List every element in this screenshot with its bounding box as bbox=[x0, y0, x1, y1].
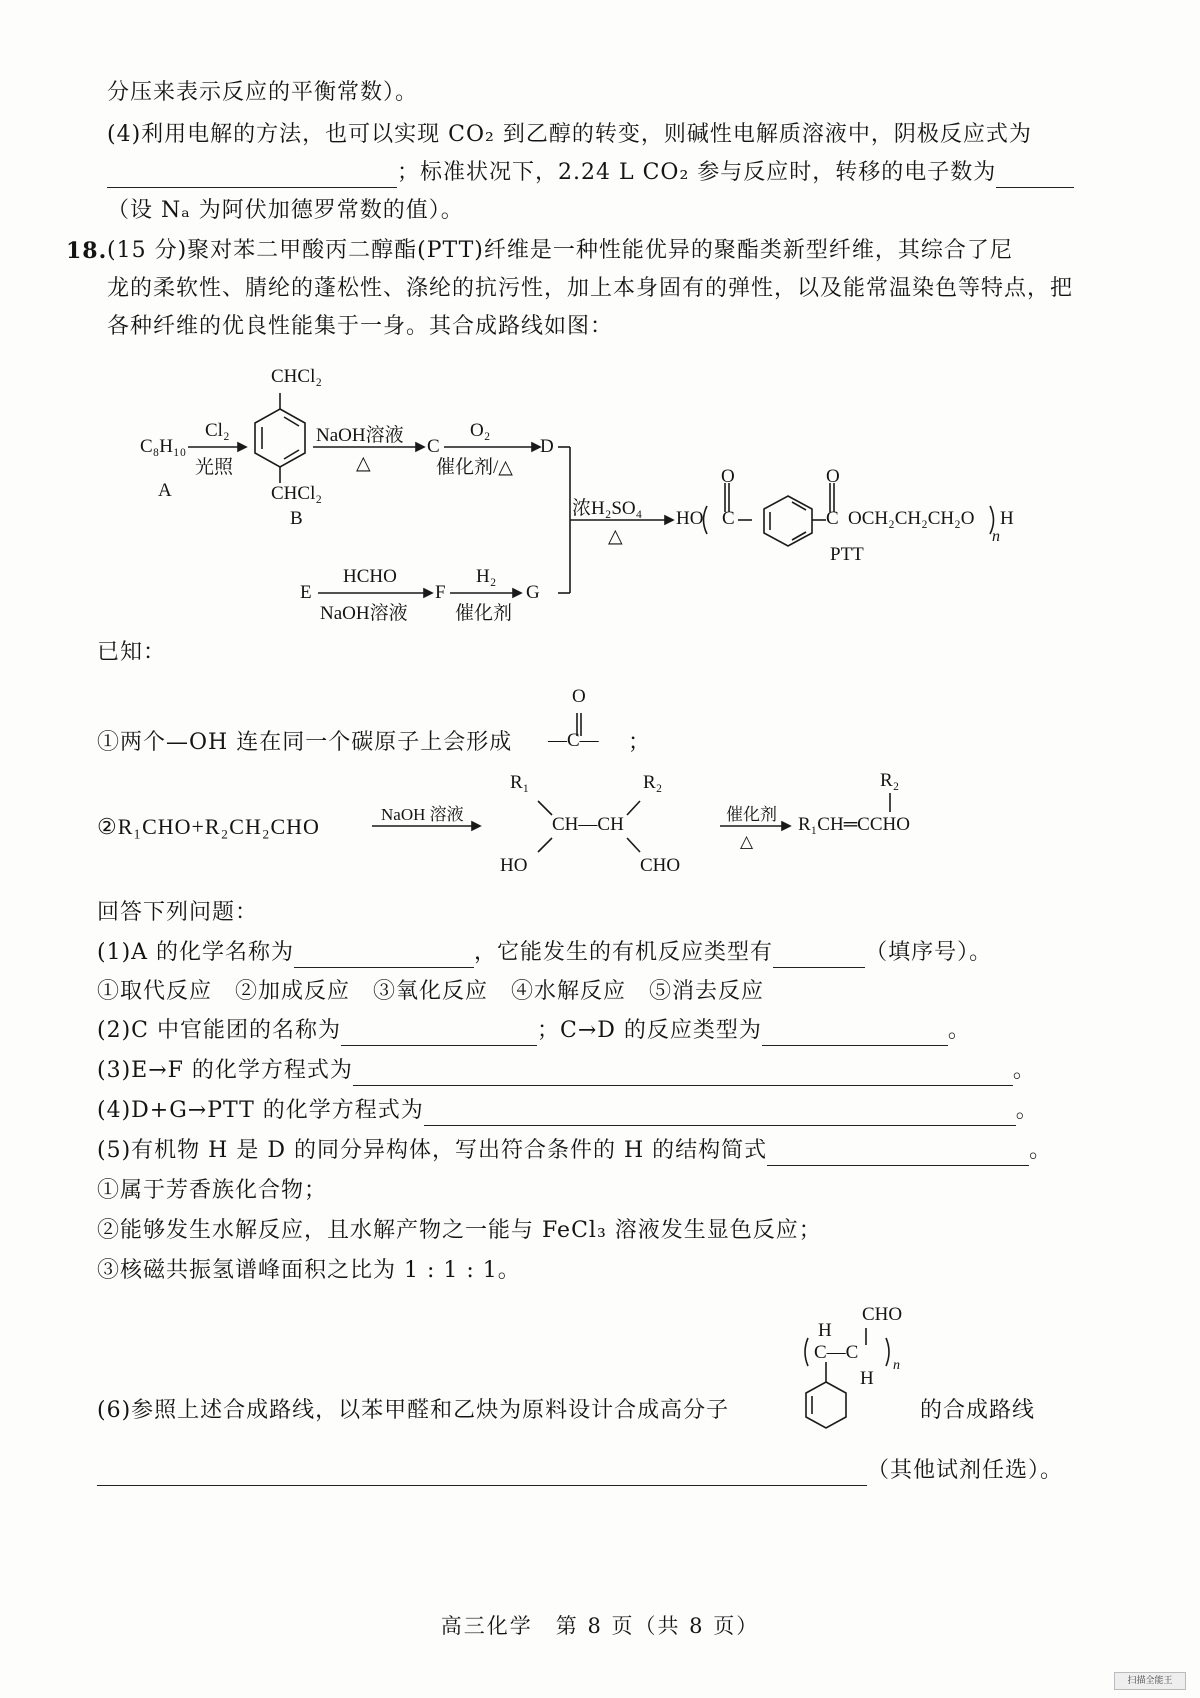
polymer-h-top: H bbox=[818, 1320, 832, 1341]
answer-blank[interactable] bbox=[424, 1101, 1016, 1126]
question-6-text-a: (6)参照上述合成路线，以苯甲醛和乙炔为原料设计合成高分子 bbox=[97, 1398, 730, 1423]
page-footer: 高三化学 第 8 页（共 8 页） bbox=[440, 1614, 760, 1638]
question-5-text: (5)有机物 H 是 D 的同分异构体，写出符合条件的 H 的结构简式 bbox=[97, 1138, 768, 1163]
q17-line-2: (4)利用电解的方法，也可以实现 CO₂ 到乙醇的转变，则碱性电解质溶液中，阴极反应式为 bbox=[107, 122, 1032, 147]
answer-blank[interactable] bbox=[773, 943, 865, 968]
compound-b-bottom-group: CHCl₂ bbox=[271, 483, 322, 504]
known-title: 已知： bbox=[97, 640, 167, 665]
compound-b-top-group: CHCl₂ bbox=[271, 366, 322, 387]
question-5 bbox=[97, 1136, 1052, 1166]
condition-5-top: HCHO bbox=[343, 566, 397, 587]
question-3-text: (3)E→F 的化学方程式为 bbox=[97, 1058, 353, 1083]
ptt-end-h: H bbox=[1000, 508, 1014, 529]
compound-e-label: E bbox=[300, 582, 312, 603]
known-2-aldehyde: CHO bbox=[640, 855, 681, 876]
question-1-text-a: (1)A 的化学名称为 bbox=[97, 940, 295, 965]
ptt-bracket-left bbox=[704, 506, 708, 534]
known-2-condition-2-bottom: △ bbox=[740, 832, 754, 851]
ptt-carbonyl-c-2: C bbox=[826, 508, 839, 529]
known-2-condition-1: NaOH 溶液 bbox=[381, 805, 464, 824]
question-6-end: （其他试剂任选）。 bbox=[867, 1458, 1064, 1483]
question-number: 18. bbox=[66, 238, 108, 264]
known-2-r2: R₂ bbox=[643, 772, 663, 793]
ptt-subscript-n: n bbox=[992, 528, 1000, 545]
condition-4-bottom: △ bbox=[608, 526, 623, 547]
question-2 bbox=[97, 1016, 971, 1046]
question-2-text-c: 。 bbox=[947, 1018, 971, 1043]
q18-intro-1: (15 分)聚对苯二甲酸丙二醇酯(PTT)纤维是一种性能优异的聚酯类新型纤维，其综合了尼 bbox=[107, 238, 1013, 263]
q18-intro-2: 龙的柔软性、腈纶的蓬松性、涤纶的抗污性，加上本身固有的弹性，以及能常温染色等特点，把 bbox=[107, 276, 1074, 301]
ptt-end-group: HO bbox=[676, 508, 704, 529]
known-2-r1: R₁ bbox=[510, 772, 530, 793]
question-1-text-b: ，它能发生的有机反应类型有 bbox=[474, 940, 774, 965]
polymer-backbone: C—C bbox=[814, 1342, 859, 1363]
known-1-oxygen: O bbox=[572, 686, 586, 707]
scanner-watermark: 扫描全能王 bbox=[1114, 1672, 1186, 1690]
known-1-end: ； bbox=[628, 730, 652, 755]
q17-line-4: （设 Nₐ 为阿伏加德罗常数的值）。 bbox=[107, 198, 464, 223]
question-3-period: 。 bbox=[1012, 1058, 1036, 1083]
questions-intro: 回答下列问题： bbox=[97, 900, 259, 925]
answer-blank[interactable] bbox=[341, 1021, 537, 1046]
question-1 bbox=[97, 938, 992, 968]
question-5-period: 。 bbox=[1029, 1138, 1053, 1163]
compound-b-label: B bbox=[290, 508, 303, 529]
question-6-answer-line bbox=[97, 1456, 1063, 1486]
answer-blank[interactable] bbox=[353, 1061, 1013, 1086]
condition-5-bottom: NaOH溶液 bbox=[320, 603, 408, 624]
answer-blank[interactable] bbox=[294, 943, 474, 968]
compound-a-formula: C₈H₁₀ bbox=[140, 436, 187, 457]
condition-2-bottom: △ bbox=[356, 453, 371, 474]
benzene-ring-ptt bbox=[764, 496, 812, 546]
question-3 bbox=[97, 1056, 1036, 1086]
condition-1-bottom: 光照 bbox=[195, 457, 234, 478]
compound-g-label: G bbox=[526, 582, 540, 603]
condition-2-top: NaOH溶液 bbox=[316, 425, 404, 446]
known-2-product-r2: R₂ bbox=[880, 770, 900, 791]
condition-4-top: 浓H₂SO₄ bbox=[572, 498, 643, 519]
polymer-h-bottom: H bbox=[860, 1368, 874, 1389]
question-5-condition-3: ③核磁共振氢谱峰面积之比为 1 : 1 : 1。 bbox=[97, 1258, 521, 1283]
question-5-condition-1: ①属于芳香族化合物； bbox=[97, 1178, 328, 1203]
answer-blank[interactable] bbox=[762, 1021, 948, 1046]
compound-a-label: A bbox=[158, 480, 172, 501]
question-6-text-b: 的合成路线 bbox=[920, 1398, 1036, 1423]
answer-blank[interactable] bbox=[97, 1461, 867, 1486]
question-4-period: 。 bbox=[1015, 1098, 1039, 1123]
q18-intro-3: 各种纤维的优良性能集于一身。其合成路线如图： bbox=[107, 314, 614, 339]
ptt-chain: OCH₂CH₂CH₂O bbox=[848, 508, 975, 529]
question-2-text-a: (2)C 中官能团的名称为 bbox=[97, 1018, 341, 1043]
polymer-aldehyde: CHO bbox=[862, 1304, 903, 1325]
condition-1-top: Cl₂ bbox=[205, 420, 230, 441]
ptt-carbonyl-o-2: O bbox=[826, 466, 840, 487]
answer-blank[interactable] bbox=[767, 1141, 1029, 1166]
known-2-product: R₁CH═CCHO bbox=[798, 814, 910, 835]
known-2-hydroxyl: HO bbox=[500, 855, 528, 876]
known-2-reactants: ②R₁CHO+R₂CH₂CHO bbox=[97, 814, 320, 839]
known-1-carbonyl: —C— bbox=[548, 730, 599, 751]
known-2-center: CH—CH bbox=[552, 814, 624, 835]
question-1-options: ①取代反应 ②加成反应 ③氧化反应 ④水解反应 ⑤消去反应 bbox=[97, 979, 765, 1004]
known-2-condition-2-top: 催化剂 bbox=[726, 805, 777, 824]
condition-3-bottom: 催化剂/△ bbox=[436, 457, 513, 478]
condition-6-bottom: 催化剂 bbox=[455, 603, 513, 624]
question-4-text: (4)D+G→PTT 的化学方程式为 bbox=[97, 1098, 424, 1123]
question-1-text-c: （填序号）。 bbox=[865, 940, 993, 965]
q17-line-3-text: ；标准状况下，2.24 L CO₂ 参与反应时，转移的电子数为 bbox=[397, 160, 997, 185]
compound-f-label: F bbox=[435, 582, 446, 603]
condition-3-top: O₂ bbox=[470, 420, 491, 441]
question-2-text-b: ；C→D 的反应类型为 bbox=[537, 1018, 762, 1043]
question-4 bbox=[97, 1096, 1039, 1126]
condition-6-top: H₂ bbox=[476, 566, 497, 587]
question-5-condition-2: ②能够发生水解反应，且水解产物之一能与 FeCl₃ 溶液发生显色反应； bbox=[97, 1218, 822, 1243]
ptt-carbonyl-c-1: C bbox=[722, 508, 735, 529]
ptt-label: PTT bbox=[830, 544, 864, 565]
known-1-text: ①两个—OH 连在同一个碳原子上会形成 bbox=[97, 730, 513, 755]
polymer-subscript-n: n bbox=[893, 1358, 900, 1373]
compound-c-label: C bbox=[427, 436, 440, 457]
compound-d-label: D bbox=[540, 436, 554, 457]
ptt-carbonyl-o-1: O bbox=[721, 466, 735, 487]
q17-line-1: 分压来表示反应的平衡常数）。 bbox=[107, 80, 419, 105]
arrowhead bbox=[238, 443, 246, 451]
